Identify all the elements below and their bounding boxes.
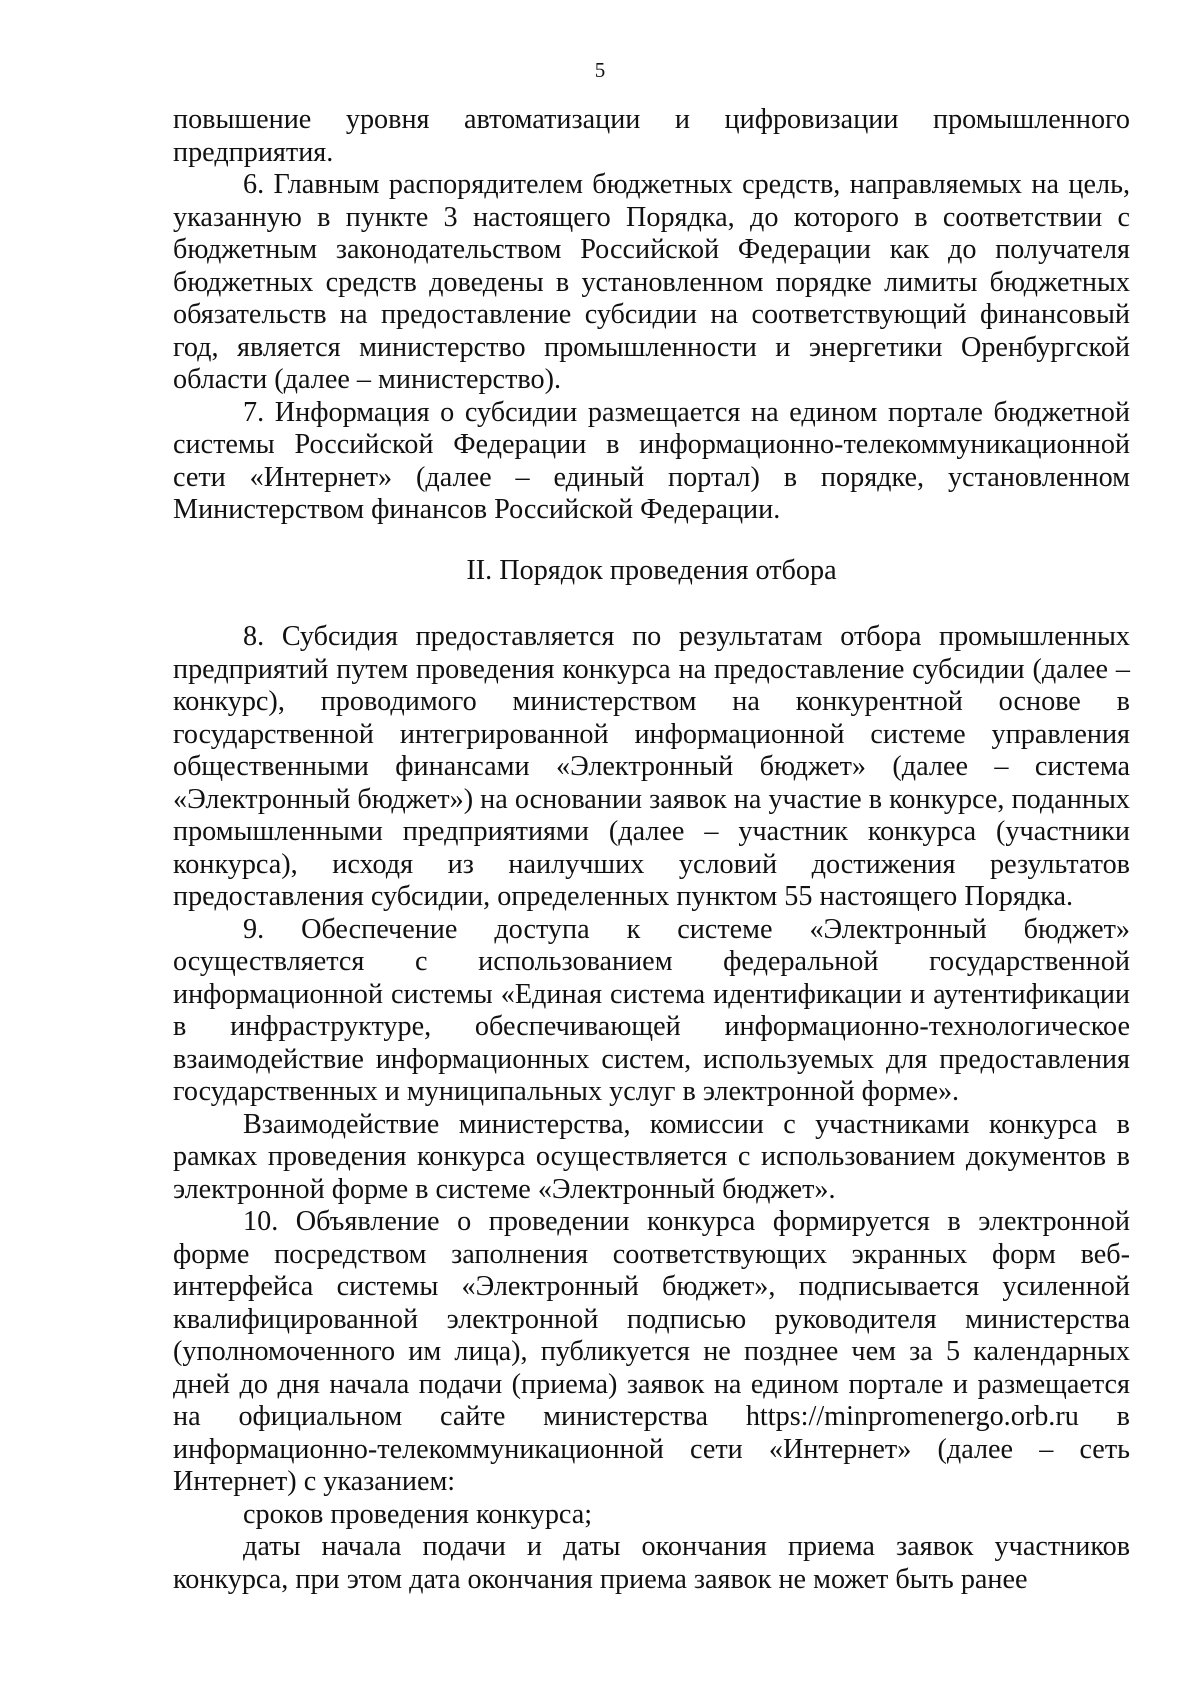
- paragraph-item-7: 7. Информация о субсидии размещается на едином портале бюджетной системы Российской Федерации в информационно-телекоммуникационной сети «Интернет» (далее – единый портал) в порядке, установленном Министерством финансов Российской Федерации.: [173, 396, 1130, 525]
- paragraph-continuation: повышение уровня автоматизации и цифровизации промышленного предприятия.: [173, 104, 1130, 168]
- paragraph-item-8: 8. Субсидия предоставляется по результатам отбора промышленных предприятий путем проведения конкурса на предоставление субсидии (далее – конкурс), проводимого министерством на конкурентной основе в государственной интегрированной информационной системе управления общественными финансами «Электронный бюджет» (далее – система «Электронный бюджет») на основании заявок на участие в конкурсе, поданных промышленными предприятиями (далее – участник конкурса (участники конкурса), исходя из наилучших условий достижения результатов предоставления субсидии, определенных пунктом 55 настоящего Порядка.: [173, 621, 1130, 912]
- paragraph-item-10: 10. Объявление о проведении конкурса формируется в электронной форме посредством заполнения соответствующих экранных форм веб-интерфейса системы «Электронный бюджет», подписывается усиленной квалифицированной электронной подписью руководителя министерства (уполномоченного им лица), публикуется не позднее чем за 5 календарных дней до дня начала подачи (приема) заявок на едином портале и размещается на официальном сайте министерства https://minpromenergo.orb.ru в информационно-телекоммуникационной сети «Интернет» (далее – сеть Интернет) с указанием:: [173, 1206, 1130, 1497]
- paragraph-interaction: Взаимодействие министерства, комиссии с участниками конкурса в рамках проведения конкурса осуществляется с использованием документов в электронной форме в системе «Электронный бюджет».: [173, 1108, 1130, 1205]
- paragraph-item-9: 9. Обеспечение доступа к системе «Электронный бюджет» осуществляется с использованием федеральной государственной информационной системы «Единая система идентификации и аутентификации в инфраструктуре, обеспечивающей информационно-технологическое взаимодействие информационных систем, используемых для предоставления государственных и муниципальных услуг в электронной форме».: [173, 913, 1130, 1107]
- document-body: [173, 104, 1130, 1596]
- paragraph-application-dates: даты начала подачи и даты окончания приема заявок участников конкурса, при этом дата окончания приема заявок не может быть ранее: [173, 1531, 1130, 1595]
- section-heading: II. Порядок проведения отбора: [466, 554, 837, 586]
- page-number: 5: [594, 58, 606, 82]
- paragraph-contest-terms: сроков проведения конкурса;: [243, 1498, 593, 1530]
- paragraph-item-6: 6. Главным распорядителем бюджетных средств, направляемых на цель, указанную в пункте 3 настоящего Порядка, до которого в соответствии с бюджетным законодательством Российской Федерации как до получателя бюджетных средств доведены в установленном порядке лимиты бюджетных обязательств на предоставление субсидии на соответствующий финансовый год, является министерство промышленности и энергетики Оренбургской области (далее – министерство).: [173, 169, 1130, 395]
